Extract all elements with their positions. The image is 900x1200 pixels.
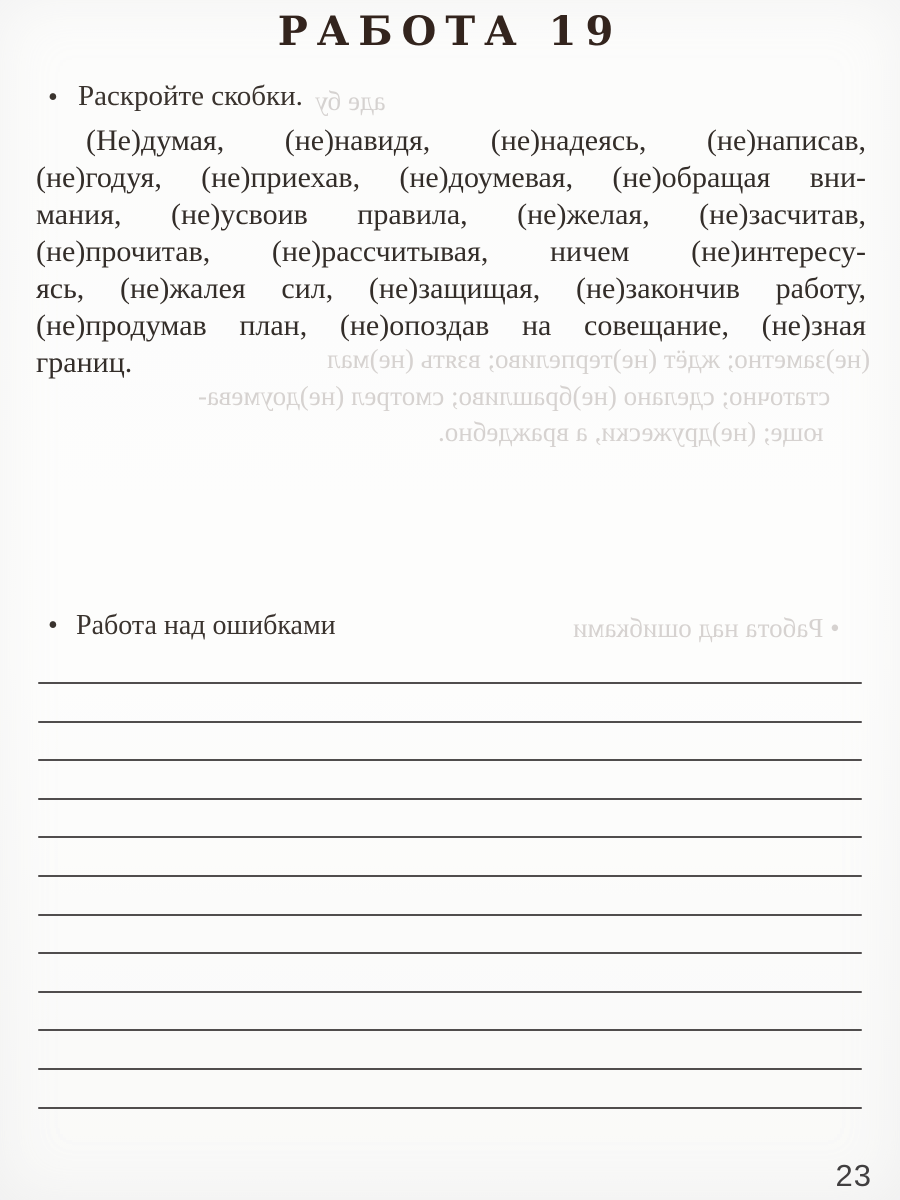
bleedthrough-text: • Работа над ошибками <box>573 613 840 643</box>
ruled-line <box>38 1029 862 1031</box>
bullet-icon: • <box>48 610 58 641</box>
paragraph-line: ясь, (не)жалея сил, (не)защищая, (не)закончив работу, <box>36 272 866 305</box>
ruled-line <box>38 798 862 800</box>
page-number: 23 <box>835 1158 872 1193</box>
bleedthrough-text: статочно; сделано (не)брашливо; смотрел (не)доумева- <box>197 381 830 411</box>
exercise-instruction: Раскройте скобки. <box>78 80 303 112</box>
ruled-line <box>38 1107 862 1109</box>
ruled-line <box>38 1068 862 1070</box>
ruled-line <box>38 721 862 723</box>
ruled-line <box>38 836 862 838</box>
ruled-line <box>38 991 862 993</box>
section-heading: Работа над ошибками <box>76 610 336 641</box>
bullet-icon: • <box>48 82 58 113</box>
exercise-paragraph <box>36 122 866 381</box>
ruled-line <box>38 759 862 761</box>
paragraph-line: (не)прочитав, (не)рассчитывая, ничем (не)интересу- <box>36 235 866 268</box>
ruled-line <box>38 682 862 684</box>
ruled-line <box>38 952 862 954</box>
ruled-line <box>38 914 862 916</box>
page-title: РАБОТА 19 <box>277 8 623 55</box>
paragraph-line: (не)продумав план, (не)опоздав на совещание, (не)зная <box>36 309 866 342</box>
bleedthrough-text: (не)заметно; ждёт (не)терпеливо; взять (не)мал <box>326 344 870 374</box>
paragraph-line: мания, (не)усвоив правила, (не)желая, (не)засчитав, <box>36 198 866 231</box>
paragraph-line: (не)годуя, (не)приехав, (не)доумевая, (не)обращая вни- <box>36 161 866 194</box>
bleedthrough-text: юще; (не)дружески, а враждебно. <box>437 417 823 447</box>
paragraph-line: границ. <box>36 346 133 379</box>
bleedthrough-text: аде бу <box>315 86 386 116</box>
paragraph-line: (Не)думая, (не)навидя, (не)надеясь, (не)написав, <box>86 124 866 157</box>
ruled-line <box>38 875 862 877</box>
